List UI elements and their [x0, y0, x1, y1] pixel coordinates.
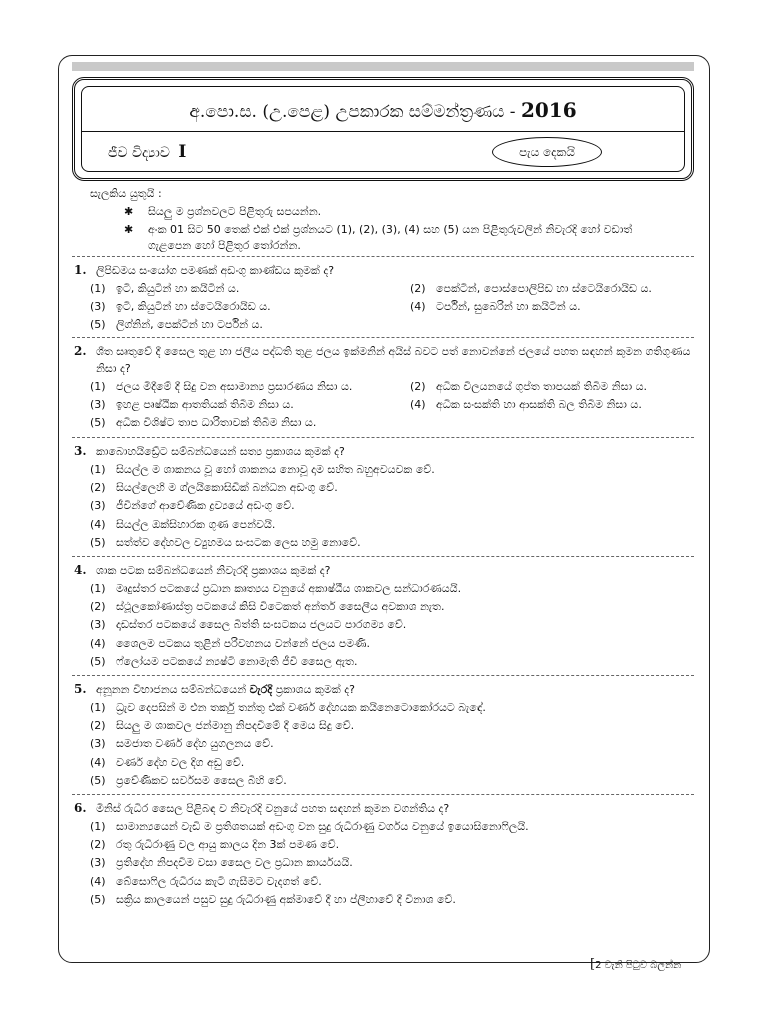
- option-number: (3): [90, 499, 106, 513]
- option-text: සාමාන්‍යයෙන් වැඩි ම ප්‍රතිශතයක් අඩංගු වන සුදු රුධිරාණු වර්ගය වනුයේ ඉයොසිනොෆිලයි.: [116, 820, 529, 833]
- option-text: සියල්ල ඔක්සිහාරක ගුණ පෙන්වයි.: [116, 517, 276, 531]
- page-turn-note: [590, 957, 681, 972]
- question-number: 2.: [74, 344, 87, 358]
- instruction-item: [90, 222, 690, 254]
- option-4: [74, 873, 694, 891]
- option-3: [74, 497, 694, 515]
- footer-bracket: [: [590, 957, 596, 972]
- option-text: ප්‍රවේණිකව සර්වසම සෛල බිහි වේ.: [116, 773, 287, 787]
- option-number: (1): [90, 282, 106, 295]
- option-number: (3): [90, 398, 106, 412]
- instructions: [90, 186, 690, 254]
- option-1: [74, 461, 694, 479]
- option-5: [74, 316, 410, 334]
- question-number: 5.: [74, 682, 87, 696]
- option-text: ප්‍රතිදේහ නිපදවීම වසා සෛල වල ප්‍රධාන කාර්යයයි.: [116, 856, 353, 870]
- subject-name: ජීව විද්‍යාව: [108, 145, 170, 161]
- option-number: (5): [90, 535, 106, 549]
- option-3: [74, 298, 410, 316]
- question-1: [74, 262, 694, 335]
- option-4: [410, 396, 694, 414]
- option-text: ඉටි, කියුටින් හා ස්ටෙයිරොයිඩ ය.: [116, 300, 271, 314]
- option-number: (2): [410, 380, 426, 393]
- option-3: [74, 396, 410, 414]
- option-3: [74, 735, 694, 753]
- top-band: [72, 62, 694, 71]
- exam-title-text: අ.පො.ස. (උ.පෙළ) උපකාරක සම්මන්ත්‍රණය -: [189, 102, 516, 122]
- stem-text: ප්‍රකාශය කුමක් ද?: [272, 683, 355, 696]
- option-4: [74, 754, 694, 772]
- stem-text: අනූනන විභාජනය සම්බන්ධයෙන්: [96, 683, 250, 696]
- question-3: [74, 443, 694, 552]
- question-number: 6.: [74, 801, 87, 815]
- option-number: (1): [90, 463, 106, 476]
- option-text: වර්ණ දේහ වල දිග අඩු වේ.: [116, 755, 245, 769]
- exam-header: [72, 77, 694, 181]
- option-number: (1): [90, 820, 106, 833]
- option-text: අධික විශිෂ්ට තාප ධාරිතාවක් තිබීම නිසා ය.: [116, 416, 317, 430]
- question-5: [74, 681, 694, 790]
- option-3: [74, 854, 694, 872]
- option-number: (4): [410, 398, 426, 412]
- option-number: (3): [90, 737, 106, 751]
- option-text: සත්ත්ව දේහවල ව්‍යුහමය සංඝටක ලෙස හමු නොවේ.: [116, 535, 361, 549]
- asterisk-bullet: ✱: [124, 223, 134, 236]
- question-number: 4.: [74, 563, 87, 577]
- option-number: (3): [90, 618, 106, 632]
- option-2: [74, 717, 694, 735]
- option-number: (2): [90, 719, 106, 733]
- option-number: (4): [90, 636, 106, 650]
- header-inner-border: [81, 86, 685, 172]
- question-stem: ලිපිඩමය සංයෝග පමණක් අඩංගු කාණ්ඩය කුමක් ද?: [96, 264, 335, 277]
- option-text: අධික විලයනයේ ගුප්ත තාපයක් තිබීම නිසා ය.: [436, 380, 648, 393]
- exam-title: [82, 95, 684, 125]
- option-2: [74, 479, 694, 497]
- question-divider: [72, 675, 694, 676]
- option-5: [74, 772, 694, 790]
- option-5: [74, 534, 694, 552]
- option-text: ලිග්නින්, පෙක්ටින් හා ටර්පින් ය.: [116, 318, 263, 332]
- option-number: (5): [90, 892, 106, 906]
- option-number: (1): [90, 380, 106, 393]
- option-text: ඉටි, කියුටින් හා කයිටින් ය.: [116, 282, 240, 295]
- option-number: (5): [90, 318, 106, 332]
- option-1: [74, 378, 410, 396]
- asterisk-bullet: ✱: [124, 205, 134, 218]
- question-divider: [72, 794, 694, 795]
- option-5: [74, 891, 694, 909]
- option-text: ස්ථූලකෝණාස්ත්‍ර පටකයේ කිසි විටෙකත් අන්තර් සෛලීය අවකාශ නැත.: [116, 600, 445, 614]
- option-text: සියල්ල ම ශාකනය වූ හෝ ශාකනය නොවූ දාම සහිත බහුඅවයවක වේ.: [116, 463, 435, 476]
- option-number: (2): [90, 600, 106, 614]
- instructions-heading: සැලකිය යුතුයි :: [90, 187, 162, 200]
- option-number: (5): [90, 773, 106, 787]
- option-2: [410, 280, 694, 298]
- question-stem: කාබොහයිඩ්‍රේට සම්බන්ධයෙන් සත්‍ය ප්‍රකාශය කුමක් ද?: [96, 445, 345, 458]
- instruction-text: අංක 01 සිට 50 තෙක් එක් එක් ප්‍රශ්නයට (1), (2), (3), (4) සහ (5) යන පිළිතුරුවලින් නිවැරදි හෝ වඩාත් ගැළපෙන හෝ පිළිතුර තෝරන්න.: [148, 223, 633, 252]
- option-text: මෘදුස්තර පටකයේ ප්‍රධාන කෘත්‍යය වනුයේ අකාෂ්ඨීය ශාකවල සන්ධාරණයයි.: [116, 582, 462, 595]
- option-text: ජලය මිදීමේ දී සිදු වන අසාමාන්‍ය ප්‍රසාරණය නිසා ය.: [116, 380, 353, 393]
- question-number: 3.: [74, 444, 87, 458]
- question-stem: ශාක පටක සම්බන්ධයෙන් නිවැරදි ප්‍රකාශය කුමක් ද?: [96, 564, 331, 577]
- question-divider: [72, 556, 694, 557]
- option-number: (3): [90, 856, 106, 870]
- section-divider: [72, 256, 694, 257]
- option-number: (4): [90, 755, 106, 769]
- option-number: (1): [90, 582, 106, 595]
- option-text: සියල්ලෙහි ම ග්ලයිකොසිඩික් බන්ධන අඩංගු වේ.: [116, 481, 338, 495]
- exam-year: 2016: [520, 98, 577, 122]
- question-divider: [72, 337, 694, 338]
- option-text: අධික සංසක්ති හා ආසක්ති බල තිබීම නිසා ය.: [436, 398, 642, 412]
- option-3: [74, 616, 694, 634]
- option-4: [74, 516, 694, 534]
- option-2: [74, 836, 694, 854]
- question-stem: [96, 681, 694, 698]
- option-2: [74, 598, 694, 616]
- question-number: 1.: [74, 263, 87, 277]
- instruction-item: [90, 204, 690, 220]
- question-stem: මිනිස් රුධිර සෛල පිළිබඳ ව නිවැරදි වනුයේ පහත සඳහන් කුමන වගන්තිය ද?: [96, 802, 450, 815]
- option-text: ජීවීන්ගේ ආවේණික ද්‍රව්‍යයේ අඩංගු වේ.: [116, 499, 295, 513]
- option-1: [74, 580, 694, 598]
- option-text: බේසොෆිල රුධිරය කැටි ගැසීමට වැදගත් වේ.: [116, 874, 322, 888]
- question-6: [74, 800, 694, 909]
- option-text: සමජාත වර්ණ දේහ යුගලනය වේ.: [116, 737, 274, 751]
- option-5: [74, 653, 694, 671]
- question-divider: [72, 437, 694, 438]
- option-number: (4): [410, 300, 426, 314]
- instruction-text: සියලු ම ප්‍රශ්නවලට පිළිතුරු සපයන්න.: [148, 205, 322, 218]
- option-text: ඉහළ පෘෂ්ඨික ආතතියක් තිබීම නිසා ය.: [116, 398, 294, 412]
- option-1: [74, 699, 694, 717]
- option-text: පෙක්ටින්, පොස්පොලිපිඩ හා ස්ටෙයිරොයිඩ ය.: [436, 282, 652, 295]
- option-text: රතු රුධිරාණු වල ආයු කාලය දින 3ක් පමණ වේ.: [116, 838, 340, 852]
- paper-number: I: [178, 142, 187, 162]
- option-number: (2): [410, 282, 426, 295]
- option-text: ටර්පින්, සුබෙරින් හා කයිටින් ය.: [436, 300, 581, 314]
- option-text: ෆ්ලෝයම පටකයේ න්‍යෂ්ටි නොමැති ජීවී සෛල ඇත.: [116, 654, 358, 668]
- option-text: ධ්‍රැව දෙපසින් ම එන තර්කු තන්තු එක් වර්ණ දේහයක කයිනෙටොකෝරයට බැඳේ.: [116, 701, 486, 714]
- subject-line: [108, 137, 186, 167]
- question-2: [74, 343, 694, 433]
- option-1: [74, 818, 694, 836]
- option-number: (4): [90, 874, 106, 888]
- option-text: සියලු ම ශාකවල ජන්මානු නිපදවීමේ දී මෙය සිදු වේ.: [116, 719, 355, 733]
- question-stem: ශීත සෘතුවේ දී සෛල තුළ හා ජලීය පද්ධති තුළ ජලය ඉක්මනින් අයිස් බවට පත් නොවන්නේ ජලයේ පහත සඳහන් කුමන ගතිගුණය නිසා ද?: [96, 345, 691, 375]
- header-divider: [82, 131, 684, 132]
- option-5: [74, 414, 410, 432]
- duration-badge: පැය දෙකයි: [492, 137, 602, 167]
- option-2: [410, 378, 694, 396]
- option-number: (4): [90, 517, 106, 531]
- option-number: (2): [90, 481, 106, 495]
- option-4: [74, 635, 694, 653]
- option-text: සක්‍රිය කාලයෙන් පසුව සුදු රුධිරාණු අක්මාවේ දී හා ප්ලීහාවේ දී විනාශ වේ.: [116, 892, 456, 906]
- option-number: (5): [90, 416, 106, 430]
- option-number: (3): [90, 300, 106, 314]
- option-1: [74, 280, 410, 298]
- option-text: ශෛලම පටකය තුළින් පරිවහනය වන්නේ ජලය පමණි.: [116, 636, 370, 650]
- option-number: (5): [90, 654, 106, 668]
- footer-text: 2 වැනි පිටුව බලන්න: [595, 960, 682, 971]
- emphasized-word: වැරදි: [249, 683, 273, 696]
- question-4: [74, 562, 694, 671]
- option-text: දෘඩස්තර පටකයේ සෛල බිත්ති සංඝටකය ජලයට පාරගම්‍ය වේ.: [116, 618, 407, 632]
- option-4: [410, 298, 694, 316]
- option-number: (1): [90, 701, 106, 714]
- option-number: (2): [90, 838, 106, 852]
